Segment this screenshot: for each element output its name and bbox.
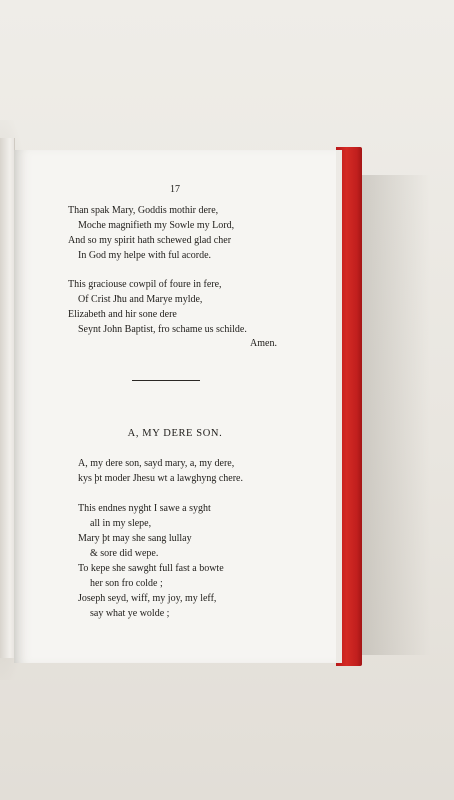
poem-line: Mary þt may she sang lullay bbox=[78, 533, 192, 544]
poem-line: This graciouse cowpil of foure in fere, bbox=[68, 279, 222, 290]
poem-line: & sore did wepe. bbox=[90, 548, 159, 559]
poem-line: Moche magnifieth my Sowle my Lord, bbox=[78, 220, 235, 231]
poem-line: This endnes nyght I sawe a syght bbox=[78, 503, 211, 514]
poem-line: A, my dere son, sayd mary, a, my dere, bbox=[78, 458, 235, 469]
poem-line: In God my helpe with ful acorde. bbox=[78, 250, 212, 261]
left-page-edge bbox=[0, 138, 15, 658]
page-number: 17 bbox=[170, 184, 180, 195]
poem-line: all in my slepe, bbox=[90, 518, 152, 529]
poem-line: Than spak Mary, Goddis mothir dere, bbox=[68, 205, 219, 216]
book-shadow-right bbox=[360, 175, 430, 655]
section-divider bbox=[132, 380, 200, 381]
poem-line: To kepe she sawght full fast a bowte bbox=[78, 563, 224, 574]
poem-line: her son fro colde ; bbox=[90, 578, 163, 589]
amen-text: Amen. bbox=[250, 338, 277, 349]
poem-line: say what ye wolde ; bbox=[90, 608, 170, 619]
poem-line: Joseph seyd, wiff, my joy, my leff, bbox=[78, 593, 217, 604]
poem-line: Elizabeth and hir sone dere bbox=[68, 309, 177, 320]
poem-line: kys þt moder Jhesu wt a lawghyng chere. bbox=[78, 473, 243, 484]
poem-line: Seynt John Baptist, fro schame us schilde. bbox=[78, 324, 247, 335]
poem-line: Of Crist Jħu and Marye mylde, bbox=[78, 294, 203, 305]
section-heading: A, MY DERE SON. bbox=[127, 428, 223, 439]
poem-line: And so my spirit hath schewed glad cher bbox=[68, 235, 232, 246]
